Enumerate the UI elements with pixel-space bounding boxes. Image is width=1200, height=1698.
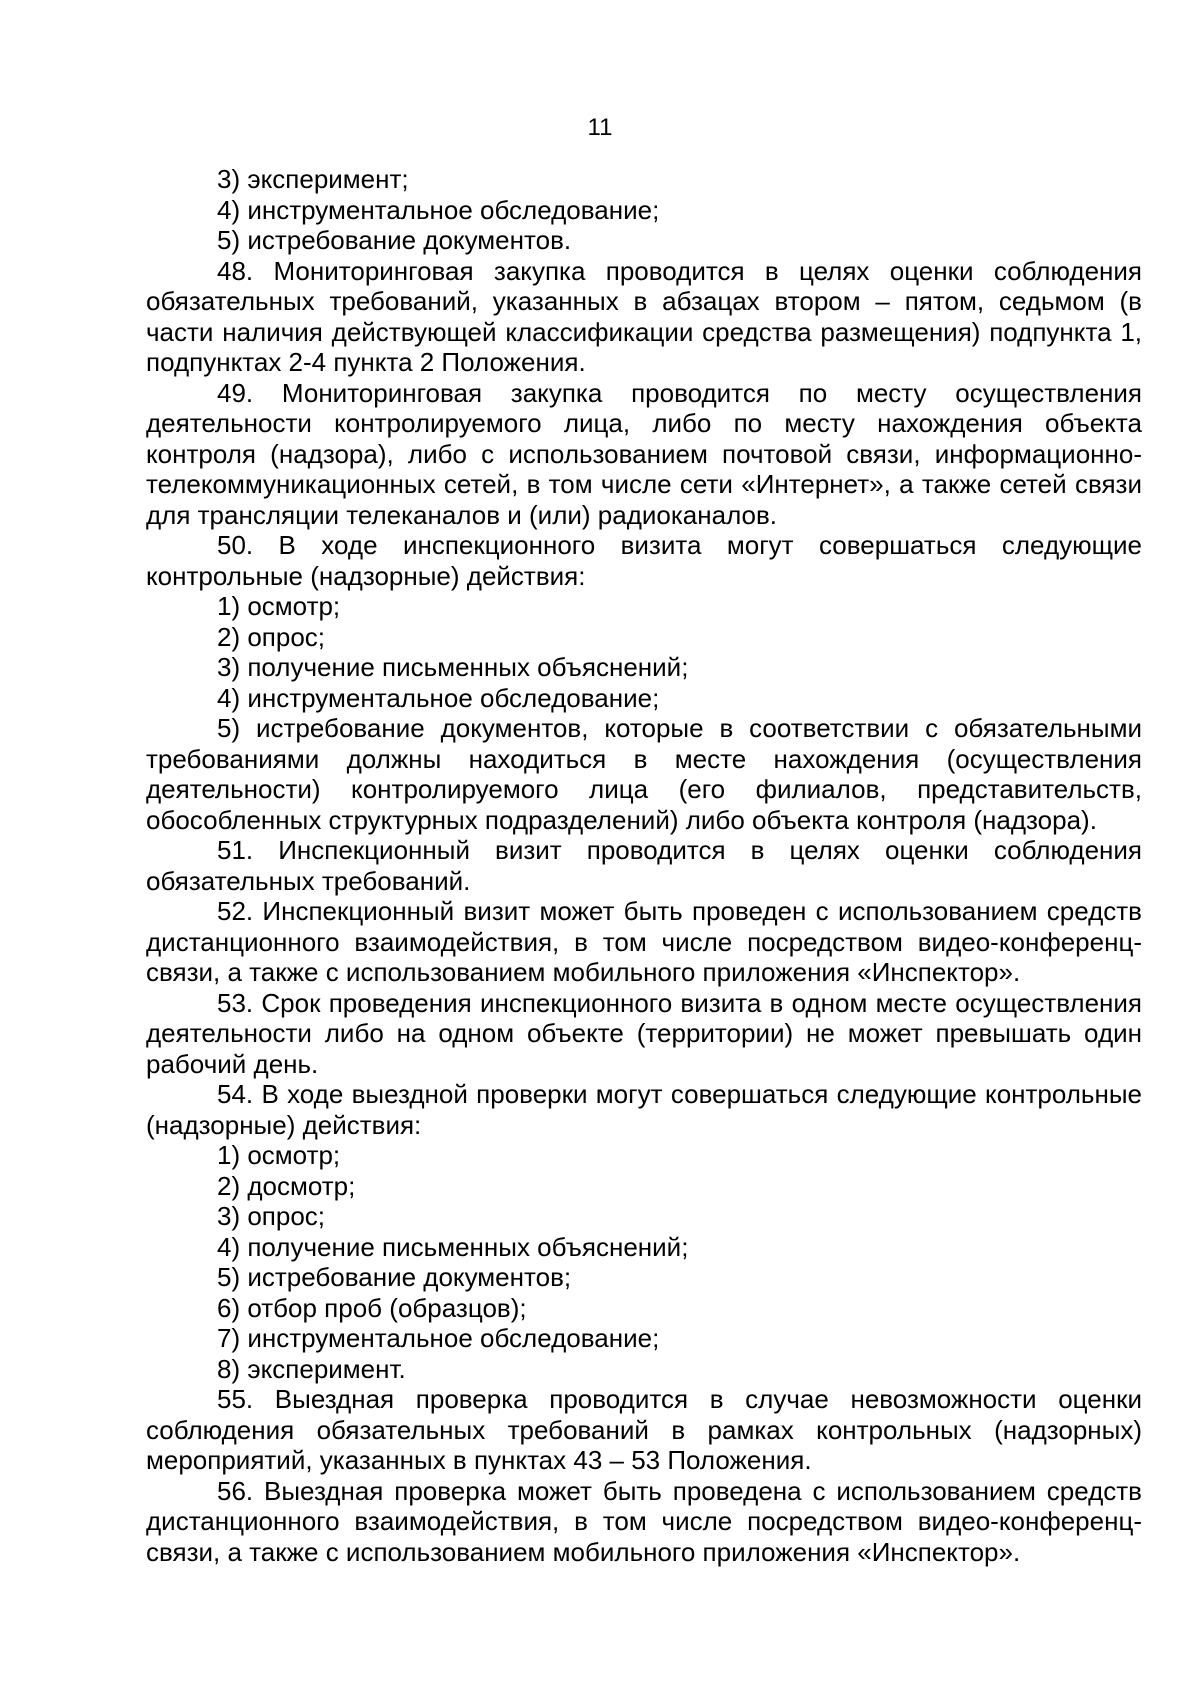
list-item: 7) инструментальное обследование; xyxy=(217,1323,660,1353)
list-item: 3) опрос; xyxy=(217,1201,326,1231)
paragraph-53: 53. Срок проведения инспекционного визита в одном месте осуществления деятельности либо на одном объекте (территории) не может превышать один рабочий день. xyxy=(146,987,1142,1079)
list-item: 8) эксперимент. xyxy=(217,1353,406,1384)
list-item: 2) досмотр; xyxy=(217,1170,356,1201)
paragraph-51: 51. Инспекционный визит проводится в целях оценки соблюдения обязательных требований. xyxy=(146,835,1142,896)
list-item: 3) получение письменных объяснений; xyxy=(217,652,689,682)
paragraph-55: 55. Выездная проверка проводится в случае невозможности оценки соблюдения обязательных требований в рамках контрольных (надзорных) мероприятий, указанных в пунктах 43 – 53 Положения. xyxy=(146,1384,1142,1475)
list-item: 2) опрос; xyxy=(217,621,326,652)
list-item: 5) истребование документов; xyxy=(217,1262,572,1292)
list-item: 4) инструментальное обследование; xyxy=(217,682,660,713)
document-body xyxy=(146,164,1142,1567)
list-item: 1) осмотр; xyxy=(217,1140,341,1170)
list-item: 3) эксперимент; xyxy=(217,164,409,194)
paragraph-50: 50. В ходе инспекционного визита могут совершаться следующие контрольные (надзорные) действия: xyxy=(146,530,1142,591)
list-item: 4) получение письменных объяснений; xyxy=(217,1231,689,1262)
list-item-long: 5) истребование документов, которые в соответствии с обязательными требованиями должны находиться в месте нахождения (осуществления деятельности) контролируемого лица (его филиалов, представительств, обособленных структурных подразделений) либо объекта контроля (надзора). xyxy=(146,713,1142,835)
list-item: 5) истребование документов. xyxy=(217,225,572,255)
page-number: 11 xyxy=(587,114,613,141)
paragraph-48: 48. Мониторинговая закупка проводится в целях оценки соблюдения обязательных требований, указанных в абзацах втором – пятом, седьмом (в части наличия действующей классификации средства размещения) подпункта 1, подпунктах 2-4 пункта 2 Положения. xyxy=(146,255,1142,377)
list-item: 4) инструментальное обследование; xyxy=(217,194,660,225)
list-item: 1) осмотр; xyxy=(217,591,341,621)
paragraph-56: 56. Выездная проверка может быть проведена с использованием средств дистанционного взаимодействия, в том числе посредством видео-конференц-связи, а также с использованием мобильного приложения «Инспектор». xyxy=(146,1475,1142,1567)
paragraph-49: 49. Мониторинговая закупка проводится по месту осуществления деятельности контролируемого лица, либо по месту нахождения объекта контроля (надзора), либо с использованием почтовой связи, информационно-телекоммуникационных сетей, в том числе сети «Интернет», а также сетей связи для трансляции телеканалов и (или) радиоканалов. xyxy=(146,377,1142,530)
paragraph-52: 52. Инспекционный визит может быть проведен с использованием средств дистанционного взаимодействия, в том числе посредством видео-конференц-связи, а также с использованием мобильного приложения «Инспектор». xyxy=(146,896,1142,987)
list-item: 6) отбор проб (образцов); xyxy=(217,1292,527,1323)
paragraph-54: 54. В ходе выездной проверки могут совершаться следующие контрольные (надзорные) действия: xyxy=(146,1079,1142,1140)
